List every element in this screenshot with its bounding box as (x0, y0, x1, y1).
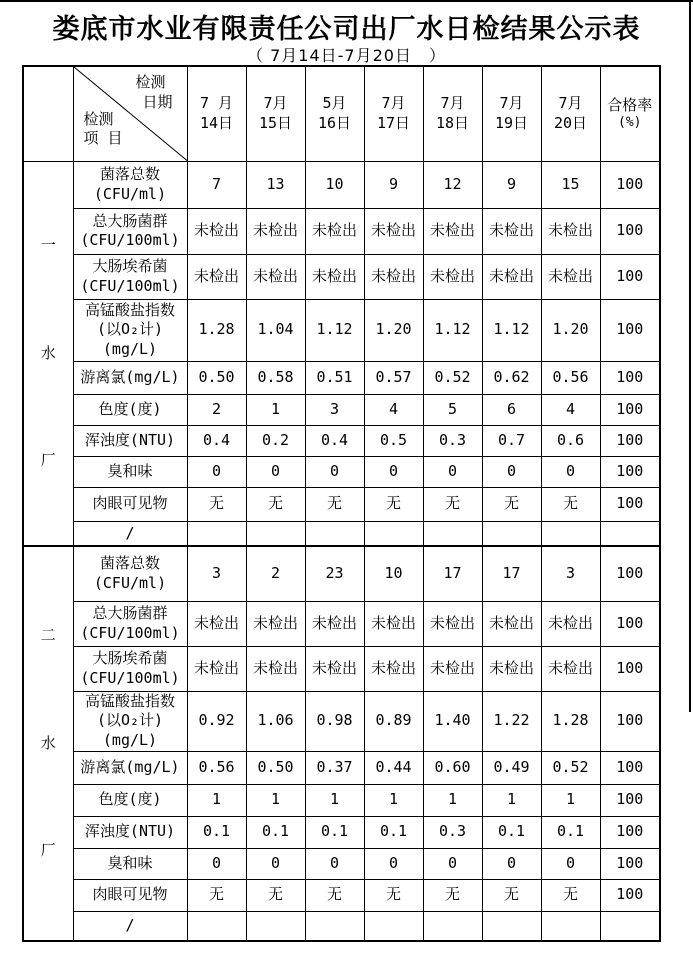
value-cell (541, 521, 600, 546)
value-cell: 无 (423, 879, 482, 911)
value-cell: 0.44 (364, 751, 423, 784)
value-cell: 未检出 (246, 646, 305, 691)
date-column-header (541, 66, 600, 161)
row-label (73, 848, 187, 879)
row-label (73, 546, 187, 601)
value-cell: 0.51 (305, 361, 364, 394)
value-cell: 1.28 (187, 299, 246, 361)
pass-rate-cell: 100 (600, 394, 660, 425)
value-cell: 未检出 (364, 208, 423, 254)
value-cell: 未检出 (187, 254, 246, 299)
value-cell: 0 (364, 456, 423, 487)
table-row (23, 521, 660, 546)
value-cell: 0.1 (187, 816, 246, 848)
row-label-line: 浑浊度(NTU) (84, 822, 176, 841)
value-cell: 4 (364, 394, 423, 425)
row-label-line: 游离氯(mg/L) (80, 757, 180, 776)
results-table (22, 65, 661, 942)
value-cell: 未检出 (482, 601, 541, 646)
value-cell: 未检出 (423, 646, 482, 691)
row-label-line: (CFU/ml) (93, 184, 167, 203)
row-label (73, 299, 187, 361)
table-row (23, 456, 660, 487)
pass-rate-cell: 100 (600, 487, 660, 521)
plant-label-char: 二 (40, 626, 56, 645)
date-column-header (305, 66, 364, 161)
value-cell: 无 (482, 879, 541, 911)
pass-rate-cell: 100 (600, 646, 660, 691)
value-cell: 未检出 (482, 254, 541, 299)
value-cell: 0.98 (305, 691, 364, 751)
value-cell: 未检出 (246, 208, 305, 254)
row-label (73, 161, 187, 208)
pass-rate-cell: 100 (600, 425, 660, 456)
value-cell: 未检出 (246, 254, 305, 299)
value-cell: 1 (305, 784, 364, 816)
date-column-header (482, 66, 541, 161)
date-month-line: 7月 (263, 94, 288, 113)
header-row (23, 66, 660, 161)
value-cell: 23 (305, 546, 364, 601)
value-cell: 0 (246, 456, 305, 487)
value-cell: 未检出 (423, 254, 482, 299)
row-label (73, 751, 187, 784)
table-row (23, 646, 660, 691)
page-subtitle: （ 7月14日-7月20日 ） (247, 46, 446, 65)
value-cell: 无 (246, 879, 305, 911)
value-cell: 0.1 (541, 816, 600, 848)
corner-label-date (128, 73, 172, 112)
value-cell (187, 911, 246, 941)
date-column-header (246, 66, 305, 161)
value-cell: 未检出 (541, 208, 600, 254)
value-cell: 0 (541, 848, 600, 879)
row-label-line: 游离氯(mg/L) (80, 367, 180, 386)
row-label (73, 487, 187, 521)
value-cell: 0.1 (364, 816, 423, 848)
row-label-line: (CFU/100ml) (80, 623, 180, 642)
row-label-line: 总大肠菌群 (92, 604, 168, 622)
row-label-line: (以O₂计) (96, 320, 164, 339)
value-cell: 未检出 (423, 601, 482, 646)
value-cell (364, 911, 423, 941)
value-cell: 无 (541, 487, 600, 521)
row-label-line: 臭和味 (107, 853, 153, 872)
pass-rate-cell: 100 (600, 546, 660, 601)
row-label-line: 高锰酸盐指数 (84, 691, 175, 710)
value-cell: 1 (482, 784, 541, 816)
value-cell: 15 (541, 161, 600, 208)
pass-rate-cell: 100 (600, 208, 660, 254)
row-label (73, 646, 187, 691)
value-cell: 未检出 (305, 208, 364, 254)
value-cell: 1 (364, 784, 423, 816)
value-cell: 0 (423, 456, 482, 487)
value-cell: 0.60 (423, 751, 482, 784)
value-cell: 0.3 (423, 425, 482, 456)
value-cell: 0.7 (482, 425, 541, 456)
value-cell: 0.5 (364, 425, 423, 456)
value-cell: 3 (187, 546, 246, 601)
plant-column-header (23, 66, 73, 161)
value-cell: 1.06 (246, 691, 305, 751)
value-cell: 0 (423, 848, 482, 879)
value-cell: 0 (187, 848, 246, 879)
value-cell: 0.3 (423, 816, 482, 848)
row-label (73, 691, 187, 751)
value-cell: 0 (246, 848, 305, 879)
date-day-line: 17日 (376, 113, 411, 132)
row-label-line: 色度(度) (98, 399, 162, 418)
pass-rate-cell: 100 (600, 601, 660, 646)
value-cell: 0 (541, 456, 600, 487)
date-day-line: 19日 (494, 113, 529, 132)
row-label-line: (CFU/100ml) (80, 231, 180, 249)
value-cell: 1.12 (305, 299, 364, 361)
value-cell (423, 521, 482, 546)
value-cell: 0.37 (305, 751, 364, 784)
corner-label-item-line: 检测 (83, 109, 114, 128)
date-month-line: 7月 (558, 94, 583, 113)
corner-label-date-line: 检测 (135, 73, 166, 91)
value-cell: 0.58 (246, 361, 305, 394)
value-cell: 未检出 (305, 601, 364, 646)
row-label (73, 361, 187, 394)
value-cell (246, 521, 305, 546)
value-cell: 未检出 (187, 208, 246, 254)
plant-label-one (23, 161, 73, 546)
table-row (23, 751, 660, 784)
value-cell: 未检出 (305, 254, 364, 299)
row-label (73, 879, 187, 911)
value-cell (423, 911, 482, 941)
value-cell: 5 (423, 394, 482, 425)
value-cell: 0.52 (541, 751, 600, 784)
date-column-header (187, 66, 246, 161)
value-cell: 0.56 (187, 751, 246, 784)
table-row (23, 394, 660, 425)
table-row (23, 911, 660, 941)
row-label (73, 816, 187, 848)
row-label-line: 菌落总数 (99, 165, 160, 183)
value-cell: 3 (541, 546, 600, 601)
value-cell: 0.50 (187, 361, 246, 394)
row-label-line: 高锰酸盐指数 (84, 300, 175, 319)
value-cell: 9 (482, 161, 541, 208)
window-top-edge (0, 0, 693, 2)
value-cell (541, 911, 600, 941)
value-cell: 0.1 (305, 816, 364, 848)
value-cell: 未检出 (482, 646, 541, 691)
row-label-line: 色度(度) (98, 790, 162, 809)
row-label-line: (mg/L) (102, 730, 158, 749)
table-row (23, 784, 660, 816)
value-cell: 3 (305, 394, 364, 425)
row-label (73, 394, 187, 425)
pass-rate-cell: 100 (600, 691, 660, 751)
value-cell (246, 911, 305, 941)
value-cell: 无 (364, 879, 423, 911)
value-cell: 0.1 (482, 816, 541, 848)
value-cell: 4 (541, 394, 600, 425)
row-label-line: 肉眼可见物 (92, 494, 168, 513)
value-cell: 未检出 (305, 646, 364, 691)
corner-label-item-line: 项 目 (83, 129, 123, 147)
row-label-line: 肉眼可见物 (92, 885, 168, 904)
value-cell: 1 (246, 784, 305, 816)
value-cell: 2 (187, 394, 246, 425)
value-cell (482, 911, 541, 941)
table-row (23, 487, 660, 521)
plant-label-stack (26, 626, 71, 861)
value-cell: 无 (187, 487, 246, 521)
row-label (73, 456, 187, 487)
table-row (23, 546, 660, 601)
value-cell: 0.50 (246, 751, 305, 784)
plant-label-char: 厂 (40, 451, 56, 469)
table-row (23, 161, 660, 208)
row-label (73, 784, 187, 816)
table-row (23, 299, 660, 361)
value-cell: 1.20 (541, 299, 600, 361)
value-cell: 1.12 (482, 299, 541, 361)
pass-rate-cell: 100 (600, 299, 660, 361)
value-cell: 17 (423, 546, 482, 601)
value-cell: 无 (541, 879, 600, 911)
pass-rate-cell: 100 (600, 784, 660, 816)
value-cell: 0.6 (541, 425, 600, 456)
pass-rate-cell: 100 (600, 751, 660, 784)
date-month-line: 7月 (440, 94, 465, 113)
value-cell (305, 911, 364, 941)
row-label (73, 521, 187, 546)
row-label-line: (CFU/100ml) (80, 668, 180, 687)
pass-rate-cell (600, 521, 660, 546)
pass-rate-cell: 100 (600, 848, 660, 879)
table-row (23, 879, 660, 911)
row-label-line: 臭和味 (107, 461, 153, 480)
value-cell: 1.20 (364, 299, 423, 361)
value-cell: 无 (364, 487, 423, 521)
value-cell: 0.62 (482, 361, 541, 394)
value-cell: 10 (364, 546, 423, 601)
value-cell: 1 (423, 784, 482, 816)
value-cell: 未检出 (364, 254, 423, 299)
value-cell: 0.52 (423, 361, 482, 394)
row-label-line: (CFU/100ml) (80, 276, 180, 295)
value-cell: 0 (364, 848, 423, 879)
row-label-line: (以O₂计) (96, 711, 164, 730)
value-cell: 0 (482, 456, 541, 487)
value-cell: 未检出 (482, 208, 541, 254)
plant-label-char: 水 (40, 733, 56, 752)
plant-label-stack (26, 236, 71, 471)
value-cell: 7 (187, 161, 246, 208)
value-cell: 未检出 (541, 646, 600, 691)
value-cell: 未检出 (364, 601, 423, 646)
value-cell: 0.57 (364, 361, 423, 394)
pass-rate-header-line: (%) (618, 115, 642, 131)
value-cell: 0.2 (246, 425, 305, 456)
pass-rate-cell: 100 (600, 254, 660, 299)
page-title: 娄底市水业有限责任公司出厂水日检结果公示表 (52, 14, 641, 45)
plant-label-char: 厂 (40, 841, 56, 860)
value-cell: 未检出 (541, 601, 600, 646)
value-cell: 无 (246, 487, 305, 521)
date-day-line: 14日 (199, 113, 234, 132)
row-label-line: 大肠埃希菌 (92, 257, 168, 275)
corner-label-date-line: 日期 (142, 92, 173, 111)
value-cell: 0.49 (482, 751, 541, 784)
row-label (73, 254, 187, 299)
value-cell: 17 (482, 546, 541, 601)
value-cell: 12 (423, 161, 482, 208)
value-cell (187, 521, 246, 546)
value-cell: 1 (541, 784, 600, 816)
value-cell: 无 (482, 487, 541, 521)
value-cell: 1.28 (541, 691, 600, 751)
value-cell: 0.92 (187, 691, 246, 751)
value-cell: 1 (187, 784, 246, 816)
table-row (23, 361, 660, 394)
row-label-line: 菌落总数 (99, 554, 160, 573)
value-cell: 10 (305, 161, 364, 208)
row-label-line: / (125, 523, 135, 542)
value-cell: 未检出 (423, 208, 482, 254)
row-label (73, 911, 187, 941)
row-label-line: (CFU/ml) (93, 573, 167, 592)
value-cell: 未检出 (541, 254, 600, 299)
value-cell: 0 (305, 456, 364, 487)
row-label (73, 601, 187, 646)
plant-label-char: 水 (40, 343, 56, 362)
value-cell: 未检出 (187, 646, 246, 691)
date-day-line: 20日 (553, 113, 588, 132)
value-cell: 1 (246, 394, 305, 425)
table-row (23, 691, 660, 751)
date-column-header (364, 66, 423, 161)
value-cell: 0.1 (246, 816, 305, 848)
table-row (23, 848, 660, 879)
row-label (73, 208, 187, 254)
row-label-line: (mg/L) (102, 339, 158, 358)
value-cell: 6 (482, 394, 541, 425)
row-label (73, 425, 187, 456)
row-label-line: 大肠埃希菌 (92, 649, 168, 667)
table-row (23, 816, 660, 848)
plant-label-char: 一 (40, 236, 56, 254)
diagonal-header-cell (73, 66, 187, 161)
value-cell: 0.4 (305, 425, 364, 456)
value-cell: 1.40 (423, 691, 482, 751)
date-month-line: 7月 (499, 94, 524, 113)
value-cell: 0.89 (364, 691, 423, 751)
window-right-edge (689, 0, 691, 712)
date-month-line: 7月 (381, 94, 406, 113)
date-column-header (423, 66, 482, 161)
corner-label-item (84, 110, 123, 149)
value-cell: 未检出 (187, 601, 246, 646)
pass-rate-cell: 100 (600, 161, 660, 208)
value-cell: 无 (423, 487, 482, 521)
pass-rate-column-header (600, 66, 660, 161)
row-label-line: / (125, 916, 135, 934)
value-cell: 未检出 (364, 646, 423, 691)
row-label-line: 浑浊度(NTU) (84, 430, 176, 449)
date-day-line: 18日 (435, 113, 470, 132)
pass-rate-cell (600, 911, 660, 941)
value-cell: 0 (305, 848, 364, 879)
pass-rate-header-line: 合格率 (607, 95, 653, 114)
pass-rate-cell: 100 (600, 816, 660, 848)
value-cell: 无 (305, 487, 364, 521)
date-day-line: 16日 (317, 113, 352, 132)
value-cell: 无 (305, 879, 364, 911)
value-cell (305, 521, 364, 546)
value-cell: 13 (246, 161, 305, 208)
value-cell: 0 (482, 848, 541, 879)
pass-rate-cell: 100 (600, 361, 660, 394)
value-cell: 1.12 (423, 299, 482, 361)
value-cell: 1.04 (246, 299, 305, 361)
value-cell: 0.4 (187, 425, 246, 456)
value-cell: 无 (187, 879, 246, 911)
value-cell: 0 (187, 456, 246, 487)
value-cell: 9 (364, 161, 423, 208)
date-month-line: 7 月 (199, 94, 234, 113)
plant-label-two (23, 546, 73, 941)
row-label-line: 总大肠菌群 (92, 211, 168, 230)
value-cell: 1.22 (482, 691, 541, 751)
pass-rate-cell: 100 (600, 456, 660, 487)
table-row (23, 254, 660, 299)
table-row (23, 601, 660, 646)
value-cell (482, 521, 541, 546)
value-cell: 2 (246, 546, 305, 601)
table-row (23, 425, 660, 456)
value-cell: 0.56 (541, 361, 600, 394)
value-cell: 未检出 (246, 601, 305, 646)
date-day-line: 15日 (258, 113, 293, 132)
value-cell (364, 521, 423, 546)
pass-rate-cell: 100 (600, 879, 660, 911)
table-row (23, 208, 660, 254)
date-month-line: 5月 (322, 94, 347, 113)
